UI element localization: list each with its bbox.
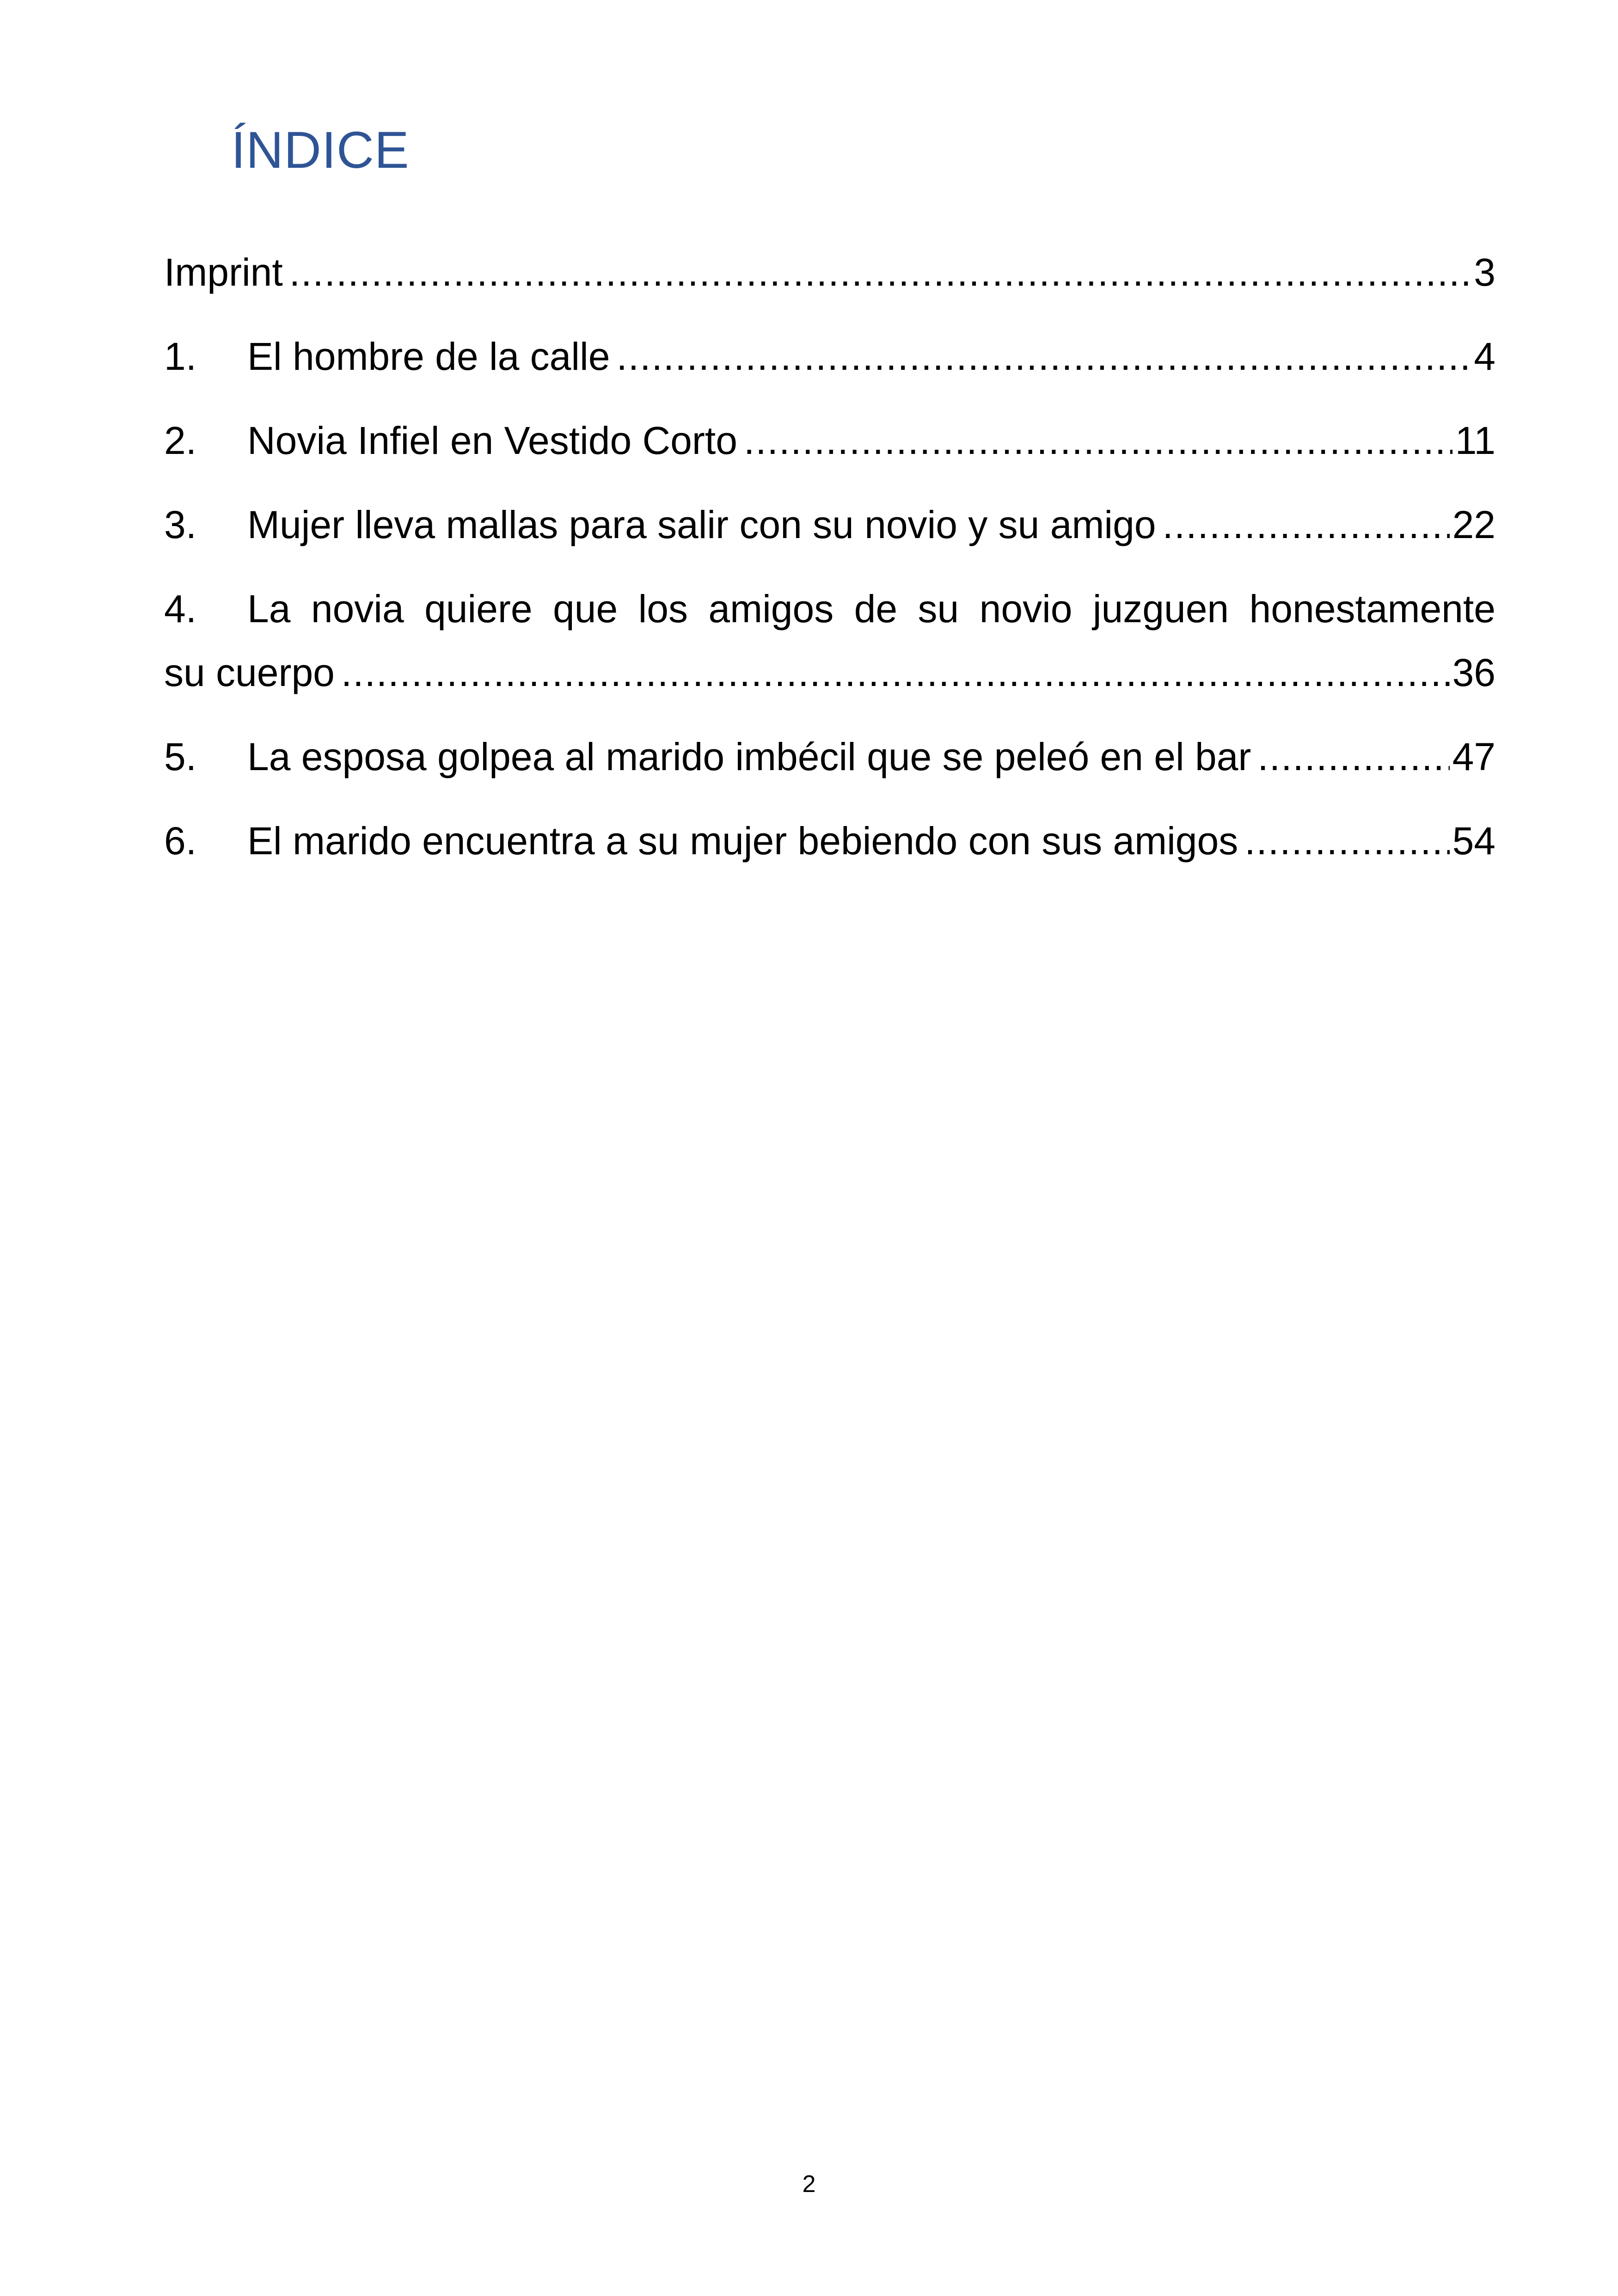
- toc-entry-number: 2.: [164, 419, 197, 462]
- toc-line-second: [164, 641, 1495, 704]
- toc-entry-title: El marido encuentra a su mujer bebiendo con sus amigos: [247, 819, 1238, 863]
- toc-title-word: su: [918, 587, 959, 631]
- toc-dot-leader: [289, 240, 1471, 304]
- toc-entry-5[interactable]: [164, 725, 1495, 789]
- toc-entry-title: Mujer lleva mallas para salir con su novio y su amigo: [247, 503, 1156, 546]
- toc-title-word: novio: [979, 587, 1073, 631]
- toc-title-word: juzguen: [1092, 587, 1229, 631]
- toc-entry-imprint[interactable]: [164, 240, 1495, 304]
- toc-dot-leader: [616, 325, 1471, 388]
- toc-title-word: honestamente: [1249, 587, 1495, 631]
- toc-dot-leader: [341, 641, 1450, 704]
- toc-entry-page: 36: [1452, 651, 1495, 694]
- toc-entry-page: 22: [1452, 503, 1495, 546]
- toc-title-word: amigos: [708, 587, 834, 631]
- toc-line: [164, 325, 1495, 388]
- toc-line: [164, 409, 1495, 472]
- toc-entry-1[interactable]: [164, 325, 1495, 388]
- toc-entry-title: Imprint: [164, 251, 283, 294]
- toc-entry-2[interactable]: [164, 409, 1495, 472]
- toc-entry-title-line2: su cuerpo: [164, 651, 335, 694]
- toc-entry-title: La esposa golpea al marido imbécil que se peleó en el bar: [247, 735, 1251, 778]
- toc-line: [164, 493, 1495, 557]
- toc-title-word: quiere: [424, 587, 533, 631]
- toc-dot-leader: [1257, 725, 1449, 789]
- page-number: 2: [802, 2171, 816, 2198]
- toc-entry-number: 3.: [164, 503, 197, 546]
- toc-title-word: que: [553, 587, 618, 631]
- toc-title-word: de: [854, 587, 898, 631]
- toc-entry-page: 3: [1474, 251, 1495, 294]
- toc-entry-page: 54: [1452, 819, 1495, 863]
- toc-entry-page: 47: [1452, 735, 1495, 778]
- toc-entry-6[interactable]: [164, 809, 1495, 873]
- toc-entry-3[interactable]: [164, 493, 1495, 557]
- toc-entry-number: 4.: [164, 587, 197, 631]
- toc-entry-4[interactable]: [164, 577, 1495, 704]
- toc-entry-number: 1.: [164, 335, 197, 378]
- toc-entry-page: 4: [1474, 335, 1495, 378]
- toc-line: [164, 240, 1495, 304]
- toc-title-word: los: [638, 587, 688, 631]
- toc-entry-number: 6.: [164, 819, 197, 863]
- toc-entry-title: Novia Infiel en Vestido Corto: [247, 419, 737, 462]
- toc-line-first: [164, 577, 1495, 641]
- toc-line: [164, 725, 1495, 789]
- toc-entry-number: 5.: [164, 735, 197, 778]
- toc-title-word: La: [247, 587, 291, 631]
- toc-entry-title-line1: [247, 577, 1495, 641]
- toc-entry-title: El hombre de la calle: [247, 335, 610, 378]
- table-of-contents: [164, 240, 1495, 893]
- toc-dot-leader: [1163, 493, 1450, 557]
- toc-line: [164, 809, 1495, 873]
- toc-entry-page: 11: [1455, 419, 1495, 462]
- toc-dot-leader: [744, 409, 1453, 472]
- toc-dot-leader: [1244, 809, 1449, 873]
- toc-heading: ÍNDICE: [231, 121, 410, 179]
- toc-title-word: novia: [311, 587, 404, 631]
